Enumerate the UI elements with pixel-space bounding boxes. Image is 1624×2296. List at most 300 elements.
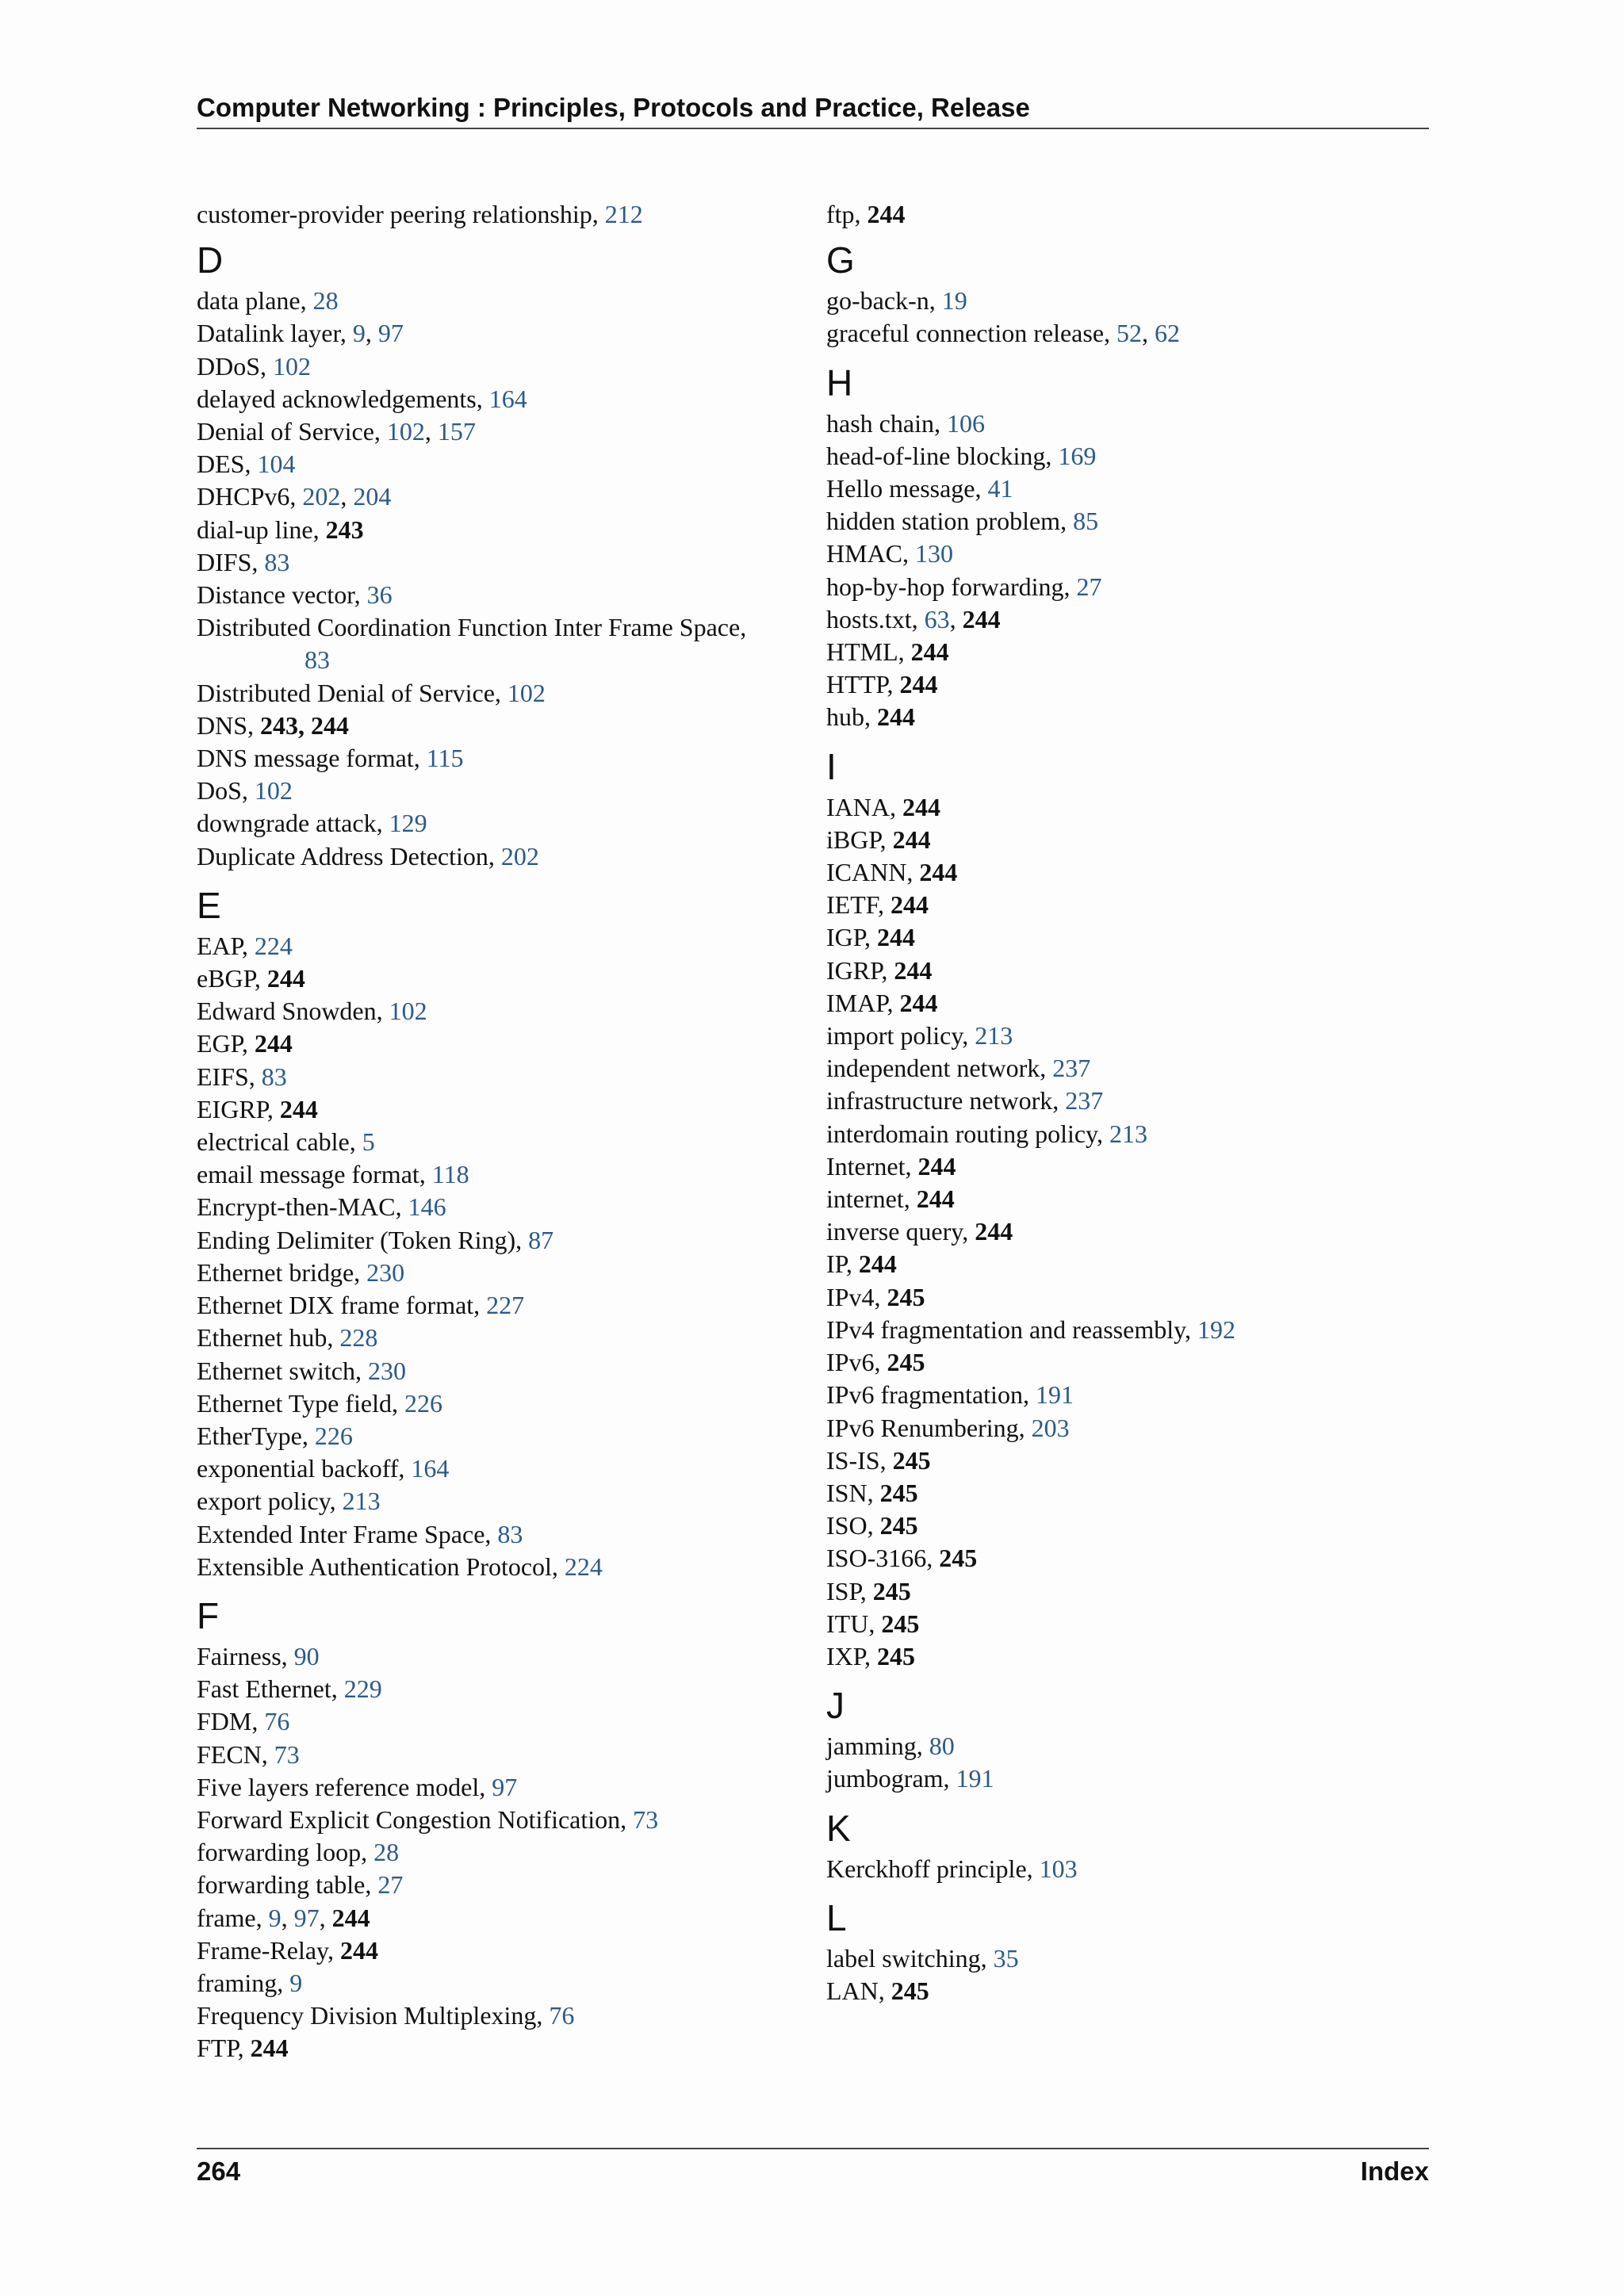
index-entry: eBGP, 244: [197, 964, 305, 993]
index-term: Five layers reference model: [197, 1772, 480, 1801]
index-term: iBGP: [826, 825, 880, 854]
index-term: Hello message: [826, 474, 975, 503]
index-term: FECN: [197, 1739, 262, 1769]
page-ref-link[interactable]: 213: [975, 1021, 1013, 1050]
page-ref-primary: 245: [877, 1641, 916, 1670]
index-entry: IXP, 245: [826, 1641, 916, 1670]
index-term: Ethernet bridge: [197, 1257, 354, 1287]
index-entry: dial-up line, 243: [197, 515, 364, 544]
page-ref-link[interactable]: 192: [1197, 1314, 1236, 1344]
index-entry: Ethernet hub, 228: [197, 1323, 378, 1353]
index-group: [197, 239, 799, 873]
page-ref-primary: 244: [894, 955, 933, 985]
index-group: [826, 1684, 1429, 1795]
index-term: data plane: [197, 286, 301, 316]
index-entry: Denial of Service, 102, 157: [197, 417, 476, 446]
page-ref-link[interactable]: 85: [1073, 507, 1099, 536]
index-entry: IPv4, 245: [826, 1282, 925, 1311]
index-entry: DHCPv6, 202, 204: [197, 482, 392, 511]
index-term: Frequency Division Multiplexing: [197, 2001, 537, 2030]
page-ref-primary: 244: [902, 792, 940, 821]
page-ref-link[interactable]: 102: [386, 417, 425, 446]
index-entry: LAN, 245: [826, 1976, 929, 2005]
index-entry: hidden station problem, 85: [826, 507, 1099, 536]
index-entry: forwarding loop, 28: [197, 1838, 400, 1867]
index-entry: EGP, 244: [197, 1029, 293, 1058]
index-term: IXP: [826, 1641, 865, 1670]
index-entry: Datalink layer, 9, 97: [197, 319, 404, 348]
index-term: EGP: [197, 1029, 242, 1058]
page-ref-link[interactable]: 83: [497, 1519, 523, 1548]
page-ref-link[interactable]: 213: [1109, 1119, 1147, 1148]
index-entry: IPv4 fragmentation and reassembly, 192: [826, 1314, 1236, 1344]
index-term: interdomain routing policy: [826, 1119, 1097, 1148]
index-entry: FDM, 76: [197, 1707, 290, 1736]
index-entry: ISO, 245: [826, 1511, 918, 1540]
page-ref-primary: 244: [266, 964, 305, 993]
page-ref-link[interactable]: 97: [492, 1772, 518, 1801]
index-entry: Ethernet Type field, 226: [197, 1388, 442, 1418]
page-ref-link[interactable]: 230: [366, 1257, 405, 1287]
index-term: DNS: [197, 710, 248, 740]
index-term: inverse query: [826, 1217, 963, 1246]
page-ref-link[interactable]: 164: [488, 384, 527, 413]
index-entry: Edward Snowden, 102: [197, 997, 427, 1026]
page-ref-link[interactable]: 228: [339, 1323, 378, 1353]
page-ref-link[interactable]: 76: [264, 1707, 290, 1736]
page-ref-primary: 245: [879, 1511, 918, 1540]
page-ref-primary: 244: [917, 1151, 956, 1181]
page-ref-primary: 244: [279, 1094, 318, 1123]
index-letter-heading: L: [826, 1896, 847, 1938]
index-term: ISO: [826, 1511, 868, 1540]
index-entry: IPv6 fragmentation, 191: [826, 1380, 1074, 1410]
index-term: IGRP: [826, 955, 882, 985]
index-group: [197, 1594, 799, 2065]
index-entry: Forward Explicit Congestion Notification, 73: [197, 1804, 659, 1834]
index-entry: HMAC, 130: [826, 539, 954, 568]
index-entry: Extended Inter Frame Space, 83: [197, 1519, 523, 1548]
index-entry: IS-IS, 245: [826, 1445, 931, 1475]
page-ref-link[interactable]: 83: [261, 1062, 287, 1091]
index-group: [826, 745, 1429, 1673]
footer-rule: [197, 2148, 1429, 2149]
index-column-right: [826, 198, 1429, 2019]
index-term: Denial of Service: [197, 417, 374, 446]
index-term: forwarding loop: [197, 1838, 362, 1867]
page-ref-primary: 243: [325, 515, 364, 544]
index-entry: hosts.txt, 63, 244: [826, 604, 1001, 633]
page-ref-primary: 245: [891, 1976, 929, 2005]
index-letter-heading: H: [826, 362, 853, 404]
index-term: DHCPv6: [197, 482, 290, 511]
index-entry: delayed acknowledgements, 164: [197, 384, 527, 413]
index-entry: Duplicate Address Detection, 202: [197, 841, 539, 871]
index-entry: Distance vector, 36: [197, 580, 393, 610]
index-entry: internet, 244: [826, 1184, 955, 1214]
page-ref-link[interactable]: 102: [273, 351, 312, 381]
index-entry: exponential backoff, 164: [197, 1454, 450, 1483]
index-entry: electrical cable, 5: [197, 1127, 375, 1157]
index-term: Ethernet Type field: [197, 1388, 392, 1418]
page-ref-link[interactable]: 87: [528, 1225, 554, 1254]
page-number: 264: [197, 2156, 241, 2186]
page-ref-primary: 244: [916, 1184, 955, 1214]
index-term: frame: [197, 1903, 256, 1932]
index-term: email message format: [197, 1160, 419, 1189]
index-entry: ITU, 245: [826, 1609, 920, 1638]
index-entry: HTML, 244: [826, 637, 949, 667]
index-entry: frame, 9, 97, 244: [197, 1903, 370, 1932]
index-term: hash chain: [826, 408, 934, 438]
index-term: IS-IS: [826, 1445, 880, 1475]
index-term: jumbogram: [826, 1764, 944, 1793]
index-term: HTML: [826, 637, 898, 667]
page-ref-link[interactable]: 118: [431, 1160, 469, 1189]
page-ref-primary: 244: [250, 2034, 289, 2063]
page-ref-link[interactable]: 164: [411, 1454, 450, 1483]
index-group: [826, 1807, 1429, 1885]
page-ref-link[interactable]: 202: [302, 482, 341, 511]
page-ref-primary: 244: [877, 702, 915, 732]
page-ref-primary: 244: [331, 1903, 370, 1932]
page-ref-link[interactable]: 237: [1052, 1054, 1091, 1083]
index-entry: go-back-n, 19: [826, 286, 967, 316]
index-entry: Fairness, 90: [197, 1641, 320, 1670]
page-ref-link[interactable]: 97: [377, 319, 404, 348]
index-term: Frame-Relay: [197, 1935, 327, 1965]
page-ref-link[interactable]: 83: [304, 645, 330, 675]
page-ref-link[interactable]: 28: [373, 1838, 400, 1867]
page-ref-link[interactable]: 129: [389, 809, 427, 838]
index-term: hosts.txt: [826, 604, 912, 633]
index-entry: IPv6 Renumbering, 203: [826, 1413, 1070, 1442]
index-entry: Frame-Relay, 244: [197, 1935, 378, 1965]
page-ref-link[interactable]: 41: [987, 474, 1013, 503]
index-group: [197, 884, 799, 1583]
page-ref-link[interactable]: 106: [946, 408, 985, 438]
page-ref-link[interactable]: 80: [929, 1732, 955, 1761]
index-entry: hop-by-hop forwarding, 27: [826, 572, 1102, 601]
page-ref-link[interactable]: 213: [342, 1487, 381, 1516]
index-entry: export policy, 213: [197, 1487, 381, 1516]
page-ref-link[interactable]: 202: [500, 841, 539, 871]
page-ref-link[interactable]: 227: [486, 1291, 525, 1320]
index-entry: downgrade attack, 129: [197, 809, 427, 838]
page-ref-primary: 244: [890, 890, 929, 920]
index-term: Kerckhoff principle: [826, 1854, 1027, 1883]
page-ref-link[interactable]: 90: [293, 1641, 320, 1670]
index-term: Distributed Denial of Service: [197, 678, 495, 707]
page-ref-link[interactable]: 169: [1058, 441, 1097, 470]
index-entry: Distributed Denial of Service, 102: [197, 678, 546, 707]
page-ref-primary: 243, 244: [260, 710, 350, 740]
index-entry: infrastructure network, 237: [826, 1086, 1104, 1115]
index-entry: IP, 244: [826, 1249, 897, 1279]
index-entry: inverse query, 244: [826, 1217, 1013, 1246]
page-ref-link[interactable]: 157: [437, 417, 476, 446]
index-entry: hub, 244: [826, 702, 915, 732]
index-term: ITU: [826, 1609, 869, 1638]
index-entry: ISN, 245: [826, 1478, 918, 1507]
index-term: FDM: [197, 1707, 252, 1736]
page-ref-link[interactable]: 191: [1035, 1380, 1074, 1410]
page-ref-link[interactable]: 9: [352, 319, 366, 348]
index-letter-heading: D: [197, 239, 224, 281]
index-entry: head-of-line blocking, 169: [826, 441, 1097, 470]
index-term: forwarding table: [197, 1870, 366, 1900]
index-entry: IGRP, 244: [826, 955, 933, 985]
index-term: eBGP: [197, 964, 255, 993]
index-term: DDoS: [197, 351, 261, 381]
index-entry: Five layers reference model, 97: [197, 1772, 518, 1801]
index-term: DIFS: [197, 547, 252, 576]
index-term: delayed acknowledgements: [197, 384, 477, 413]
index-term: DES: [197, 450, 245, 479]
page-ref-link[interactable]: 229: [343, 1674, 382, 1704]
index-entry: HTTP, 244: [826, 670, 938, 699]
index-term: IPv6 Renumbering: [826, 1413, 1019, 1442]
index-entry: FECN, 73: [197, 1739, 300, 1769]
page-ref-primary: 244: [858, 1249, 897, 1279]
index-entry: jumbogram, 191: [826, 1764, 994, 1793]
index-term: HTTP: [826, 670, 887, 699]
index-entry: independent network, 237: [826, 1054, 1091, 1083]
index-term: HMAC: [826, 539, 903, 568]
header-rule: [197, 128, 1429, 129]
index-term: head-of-line blocking: [826, 441, 1046, 470]
page-ref-primary: 244: [899, 670, 938, 699]
index-term: internet: [826, 1184, 904, 1214]
index-entry: DDoS, 102: [197, 351, 312, 381]
index-term: IETF: [826, 890, 878, 920]
index-term: exponential backoff: [197, 1454, 399, 1483]
page-ref-link[interactable]: 83: [264, 547, 290, 576]
page-ref-link[interactable]: 76: [549, 2001, 575, 2030]
page-ref-primary: 244: [899, 988, 938, 1017]
index-entry: DNS, 243, 244: [197, 710, 350, 740]
index-entry: data plane, 28: [197, 286, 339, 316]
page-ref-primary: 244: [877, 923, 916, 952]
index-term: FTP: [197, 2034, 238, 2063]
index-column-left: [197, 198, 799, 2076]
index-entry: Encrypt-then-MAC, 146: [197, 1192, 446, 1222]
page-ref-primary: 244: [962, 604, 1001, 633]
page-ref-link[interactable]: 224: [254, 931, 293, 960]
index-term: Ethernet switch: [197, 1356, 355, 1385]
index-term: Datalink layer: [197, 319, 340, 348]
page-ref-primary: 245: [887, 1282, 925, 1311]
page-ref-link[interactable]: 104: [257, 450, 296, 479]
index-entry: ISO-3166, 245: [826, 1544, 978, 1573]
index-entry: label switching, 35: [826, 1943, 1019, 1973]
index-term: Extended Inter Frame Space: [197, 1519, 485, 1548]
index-entry: IGP, 244: [826, 923, 916, 952]
index-term: IANA: [826, 792, 890, 821]
index-entry: IMAP, 244: [826, 988, 938, 1017]
index-entry: DNS message format, 115: [197, 744, 464, 773]
running-header: Computer Networking : Principles, Protocols and Practice, Release: [197, 93, 1030, 122]
page-ref-link[interactable]: 203: [1031, 1413, 1070, 1442]
index-term: IP: [826, 1249, 846, 1279]
index-term: IPv4 fragmentation and reassembly: [826, 1314, 1185, 1344]
index-term: IPv6: [826, 1348, 875, 1377]
index-entry: Distributed Coordination Function Inter Frame Space, 83: [197, 613, 747, 675]
footer-section-title: Index: [1360, 2156, 1429, 2186]
page-ref-link[interactable]: 237: [1065, 1086, 1104, 1115]
index-letter-heading: I: [826, 745, 837, 787]
index-term: EtherType: [197, 1421, 302, 1450]
index-entry: Extensible Authentication Protocol, 224: [197, 1552, 603, 1581]
page-ref-link[interactable]: 5: [362, 1127, 375, 1157]
index-letter-heading: K: [826, 1807, 851, 1849]
index-term: EAP: [197, 931, 242, 960]
page-ref-primary: 245: [892, 1445, 931, 1475]
index-term: IPv4: [826, 1282, 875, 1311]
index-letter-heading: J: [826, 1685, 845, 1727]
index-term: hidden station problem: [826, 507, 1061, 536]
index-entry: FTP, 244: [197, 2034, 289, 2063]
page-ref-link[interactable]: 36: [366, 580, 393, 610]
page-ref-link[interactable]: 62: [1155, 319, 1181, 348]
index-entry: Fast Ethernet, 229: [197, 1674, 382, 1704]
page-ref-link[interactable]: 35: [993, 1943, 1019, 1973]
index-term: ftp: [826, 200, 855, 228]
page-ref-link[interactable]: 9: [268, 1903, 282, 1932]
index-term: Extensible Authentication Protocol: [197, 1552, 552, 1581]
page-ref-link[interactable]: 9: [289, 1968, 303, 1997]
index-term: DoS: [197, 776, 242, 806]
index-term: framing: [197, 1968, 278, 1997]
index-term: DNS message format: [197, 744, 414, 773]
page-ref-primary: 244: [892, 825, 931, 854]
index-entry: import policy, 213: [826, 1021, 1013, 1050]
index-term: Duplicate Address Detection: [197, 841, 488, 871]
page-ref-primary: 245: [872, 1576, 911, 1605]
index-term: ISN: [826, 1478, 868, 1507]
index-term: Internet: [826, 1151, 906, 1181]
index-term: LAN: [826, 1976, 879, 2005]
index-entry: graceful connection release, 52, 62: [826, 319, 1181, 348]
index-entry: email message format, 118: [197, 1160, 469, 1189]
index-term: downgrade attack: [197, 809, 377, 838]
page-ref-link[interactable]: 63: [924, 604, 950, 633]
page-ref-primary: 244: [975, 1217, 1013, 1246]
index-term: hop-by-hop forwarding: [826, 572, 1064, 601]
page-ref-link[interactable]: 103: [1039, 1854, 1078, 1883]
index-entry: Ethernet DIX frame format, 227: [197, 1291, 525, 1320]
index-entry: Kerckhoff principle, 103: [826, 1854, 1078, 1883]
page-ref-link[interactable]: 97: [293, 1903, 320, 1932]
index-term: ISO-3166: [826, 1544, 927, 1573]
index-entry: DIFS, 83: [197, 547, 290, 576]
page-ref-link[interactable]: 230: [367, 1356, 406, 1385]
index-term: graceful connection release: [826, 319, 1105, 348]
page-ref-link[interactable]: 146: [408, 1192, 446, 1222]
page-ref-link[interactable]: 226: [404, 1388, 442, 1418]
index-entry: Ethernet switch, 230: [197, 1356, 406, 1385]
page-ref-primary: 244: [910, 637, 949, 667]
index-term: jamming: [826, 1732, 917, 1761]
page-ref-primary: 244: [867, 200, 906, 228]
page-ref-primary: 245: [887, 1348, 925, 1377]
page-ref-link[interactable]: 191: [956, 1764, 994, 1793]
index-term: Ethernet hub: [197, 1323, 327, 1353]
index-term: EIGRP: [197, 1094, 267, 1123]
index-term: Distance vector: [197, 580, 354, 610]
index-entry: framing, 9: [197, 1968, 303, 1997]
index-entry: IANA, 244: [826, 792, 940, 821]
page-ref-primary: 244: [254, 1029, 293, 1058]
index-term: Fast Ethernet: [197, 1674, 331, 1704]
index-term: hub: [826, 702, 864, 732]
index-term: go-back-n: [826, 286, 929, 316]
index-term: IGP: [826, 923, 865, 952]
page-ref-link[interactable]: 27: [1076, 572, 1102, 601]
index-entry: ftp, 244: [826, 200, 906, 228]
page-ref-link[interactable]: 130: [915, 539, 954, 568]
index-entry: ISP, 245: [826, 1576, 911, 1605]
index-entry: Ending Delimiter (Token Ring), 87: [197, 1225, 554, 1254]
page-footer: [197, 2152, 1429, 2191]
page-ref-link[interactable]: 28: [312, 286, 339, 316]
page-ref-link[interactable]: 73: [274, 1739, 300, 1769]
index-entry: Hello message, 41: [826, 474, 1013, 503]
index-group: [826, 239, 1429, 350]
index-entry: customer-provider peering relationship, 212: [197, 200, 643, 228]
index-entry: EAP, 224: [197, 931, 293, 960]
index-term: EIFS: [197, 1062, 249, 1091]
page-ref-link[interactable]: 52: [1116, 319, 1143, 348]
index-group: [826, 1896, 1429, 2007]
page-ref-primary: 245: [939, 1544, 978, 1573]
index-term: label switching: [826, 1943, 981, 1973]
index-term: ICANN: [826, 858, 907, 887]
index-term: import policy: [826, 1021, 963, 1050]
page-ref-link[interactable]: 226: [314, 1421, 353, 1450]
index-term: Ethernet DIX frame format: [197, 1291, 474, 1320]
index-entry: Ethernet bridge, 230: [197, 1257, 405, 1287]
page-ref-link[interactable]: 102: [389, 997, 427, 1026]
page-ref-link[interactable]: 73: [633, 1804, 659, 1834]
index-entry: DES, 104: [197, 450, 296, 479]
page-ref-link[interactable]: 224: [564, 1552, 603, 1581]
index-entry: forwarding table, 27: [197, 1870, 404, 1900]
index-term: dial-up line: [197, 515, 313, 544]
index-term: IMAP: [826, 988, 887, 1017]
index-entry: Internet, 244: [826, 1151, 956, 1181]
page-ref-link[interactable]: 115: [426, 744, 464, 773]
index-entry: IETF, 244: [826, 890, 929, 920]
index-term: ISP: [826, 1576, 860, 1605]
index-term: Fairness: [197, 1641, 282, 1670]
page-ref-link[interactable]: 19: [941, 286, 967, 316]
page-ref-link[interactable]: 102: [507, 678, 546, 707]
index-entry: hash chain, 106: [826, 408, 985, 438]
page-ref-link[interactable]: 102: [254, 776, 293, 806]
index-entry: interdomain routing policy, 213: [826, 1119, 1147, 1148]
page-ref-primary: 245: [881, 1609, 920, 1638]
page-ref-link[interactable]: 212: [604, 200, 643, 228]
index-entry: EIFS, 83: [197, 1062, 287, 1091]
index-term: Distributed Coordination Function Inter Frame Space: [197, 613, 741, 642]
page-ref-link[interactable]: 27: [377, 1870, 404, 1900]
index-entry: iBGP, 244: [826, 825, 931, 854]
page-ref-link[interactable]: 204: [353, 482, 392, 511]
index-term: infrastructure network: [826, 1086, 1053, 1115]
index-letter-heading: G: [826, 239, 855, 281]
index-group: [826, 362, 1429, 734]
